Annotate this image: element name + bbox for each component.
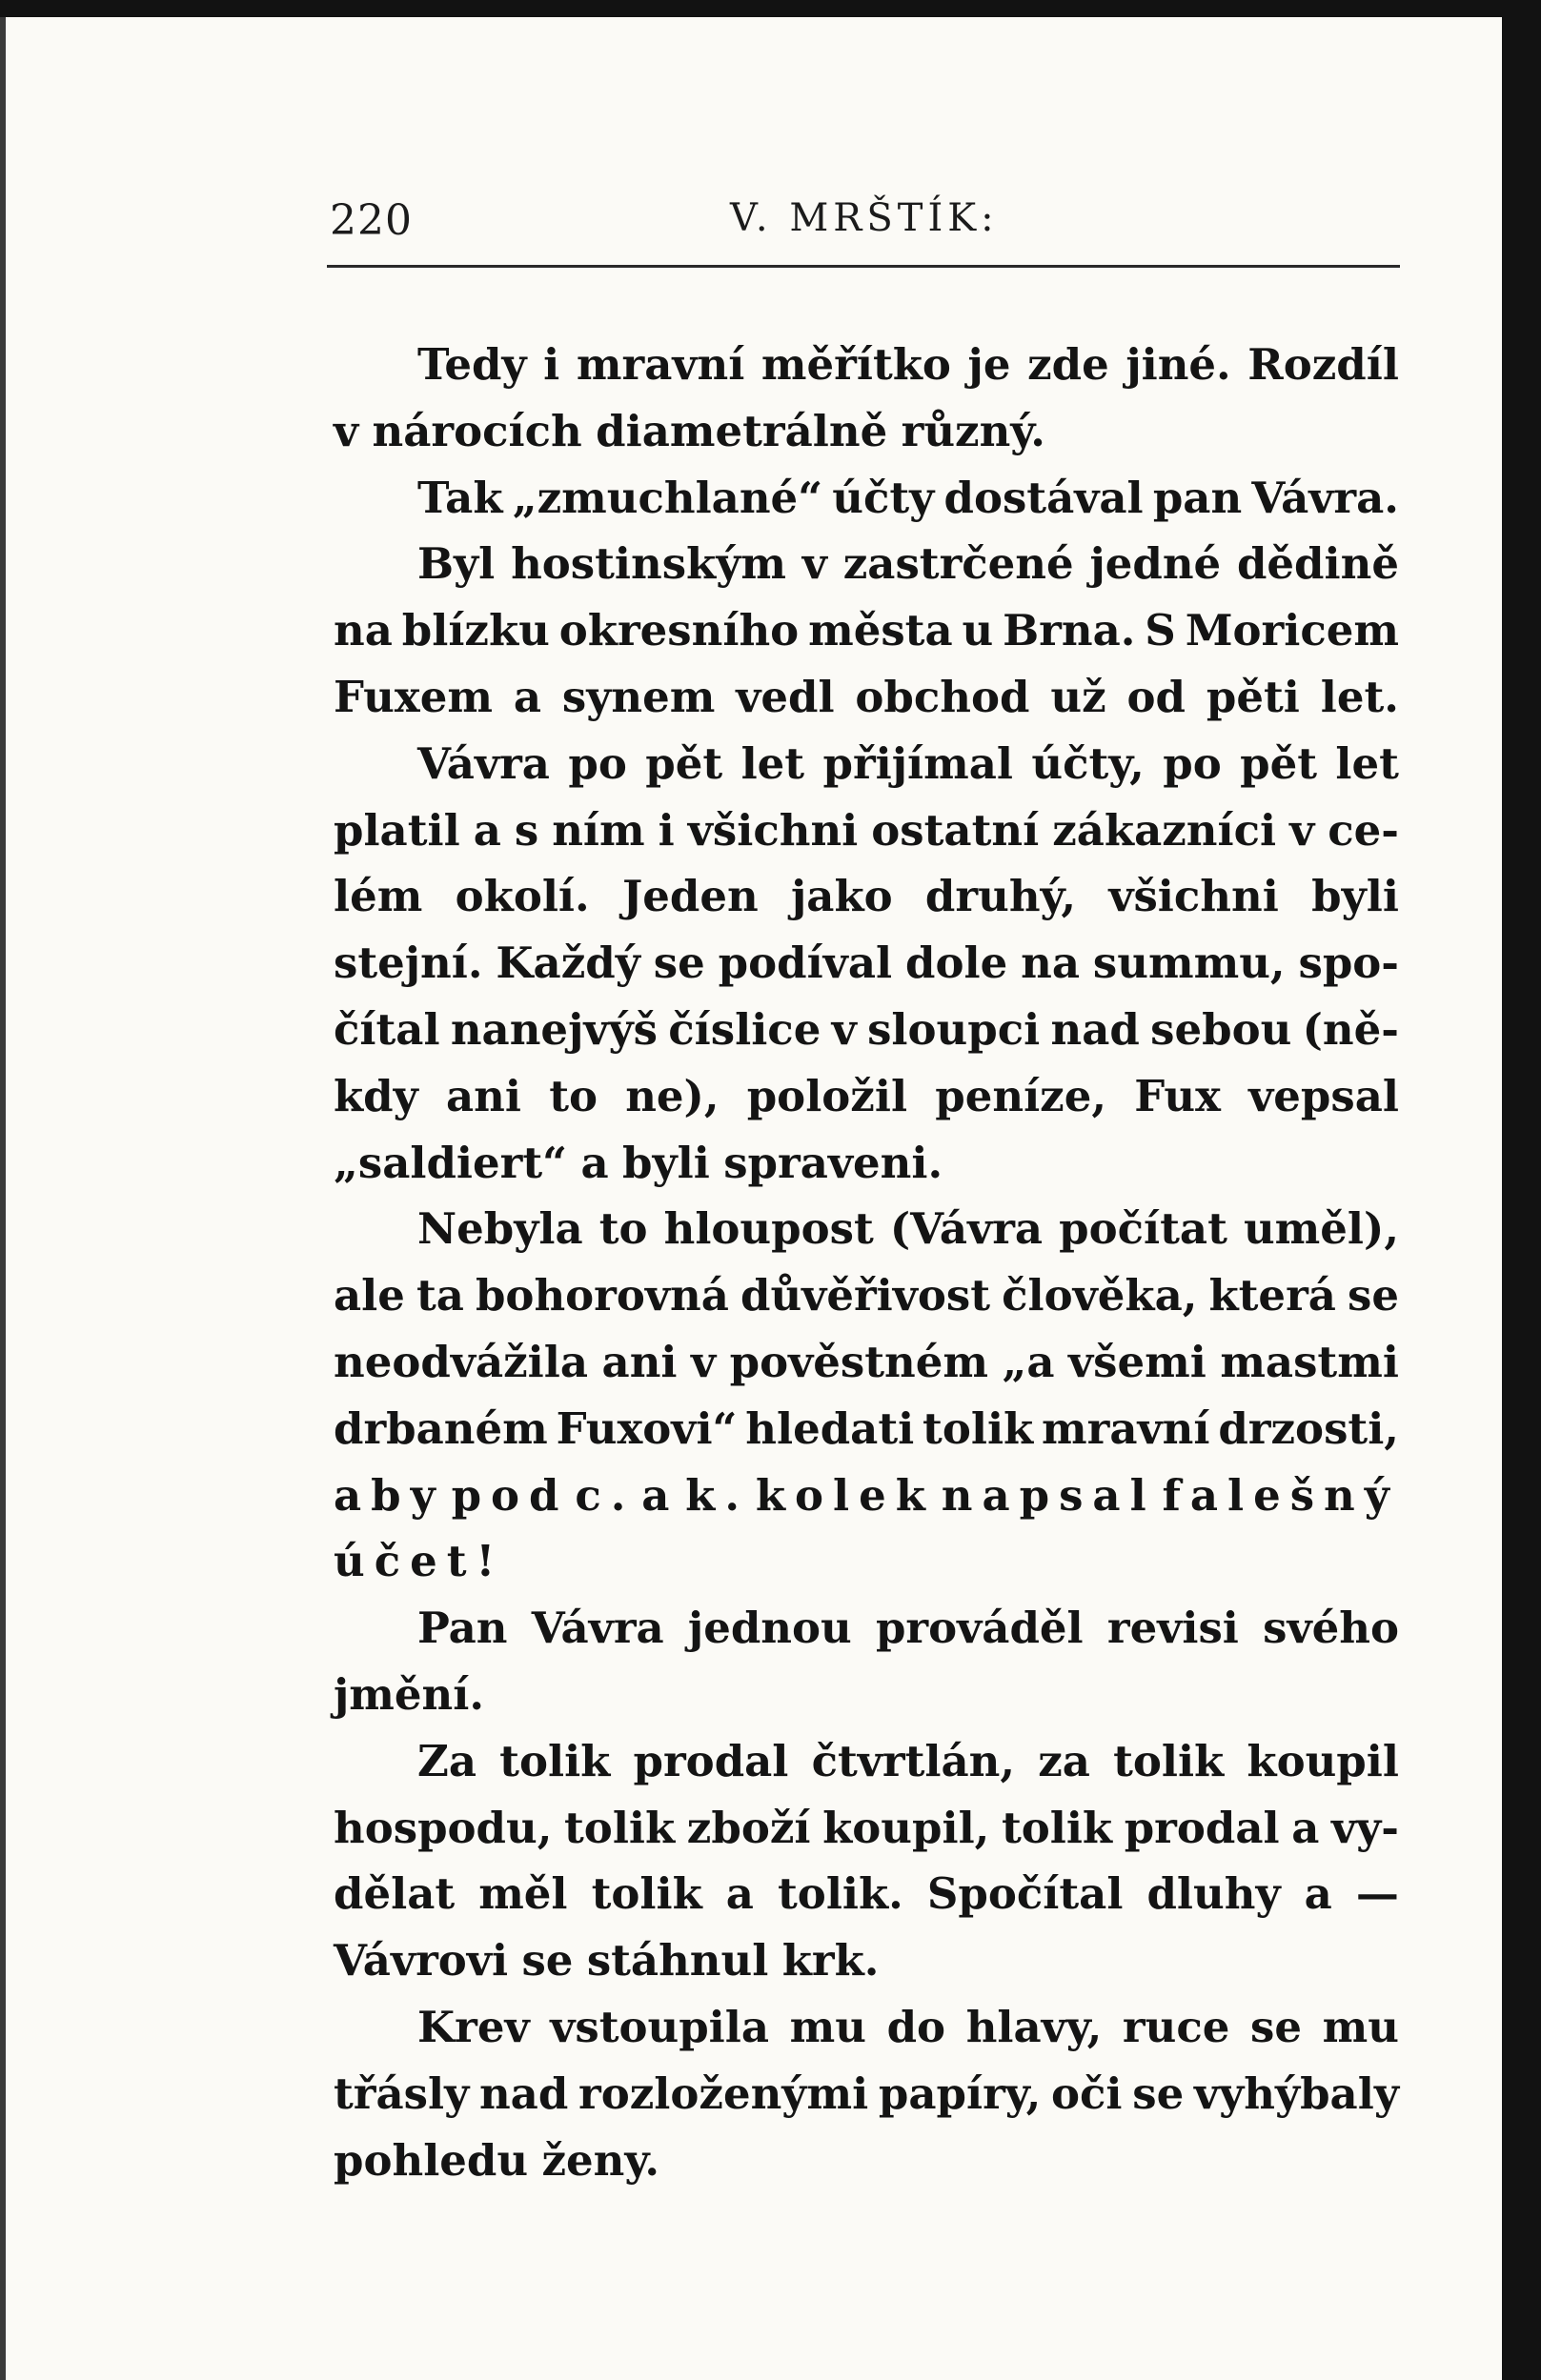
text-line [334, 1196, 1399, 1262]
word: jmění. [334, 1668, 485, 1720]
word: c. [575, 1469, 636, 1521]
word: Každý [496, 938, 640, 989]
word: stáhnul [586, 1935, 769, 1987]
word: ostatní [871, 804, 1040, 856]
word: kdy [334, 1070, 418, 1121]
text-line [334, 2128, 1399, 2194]
word: a [473, 804, 501, 856]
word: důvěřivost [740, 1270, 991, 1321]
word: dělat [334, 1868, 456, 1920]
word: „zmuchlané“ [512, 472, 823, 523]
word: nad [478, 2067, 569, 2119]
word: i [658, 804, 675, 856]
word: krk. [781, 1935, 880, 1987]
word: se [1348, 1270, 1399, 1321]
word: hloupost [663, 1203, 874, 1255]
word: napsal [941, 1469, 1156, 1521]
text-line [334, 1063, 1399, 1130]
word: k. [685, 1469, 750, 1521]
word: hledati [745, 1402, 915, 1454]
word: stejní. [334, 938, 483, 989]
book-page [0, 17, 1502, 2380]
word: zboží [686, 1802, 811, 1853]
text-line [334, 1927, 1399, 1994]
word: drzosti, [1218, 1402, 1399, 1454]
word: v [691, 1336, 717, 1387]
word: diametrálně [596, 405, 888, 456]
word: „saldiert“ [334, 1137, 568, 1188]
text-line [334, 1662, 1399, 1728]
word: která [1208, 1270, 1336, 1321]
word: s [514, 804, 539, 856]
word: lém [334, 871, 423, 922]
word: sloupci [867, 1003, 1041, 1055]
word: tolik [499, 1735, 611, 1786]
word: na [334, 605, 393, 656]
word: ta [416, 1270, 464, 1321]
word: účty, [1031, 737, 1145, 789]
word: tolik [1113, 1735, 1225, 1786]
word: u [962, 605, 994, 656]
word: obchod [855, 671, 1030, 722]
word: hospodu, [334, 1802, 553, 1853]
word: falešný [1162, 1469, 1399, 1521]
word: ne), [625, 1070, 720, 1121]
word: se [1132, 2067, 1185, 2119]
word: podíval [718, 938, 893, 989]
word: prováděl [875, 1603, 1084, 1654]
word: (Vávra [889, 1203, 1044, 1255]
word: prodal [633, 1735, 789, 1786]
text-line [334, 465, 1399, 532]
text-line [334, 1462, 1399, 1529]
word: nanejvýš [450, 1003, 658, 1055]
word: let. [1320, 671, 1399, 722]
word: sebou [1150, 1003, 1292, 1055]
word: ani [446, 1070, 521, 1121]
word: tolik [1001, 1802, 1113, 1853]
word: položil [746, 1070, 908, 1121]
text-line [334, 1795, 1399, 1862]
text-line [334, 731, 1399, 797]
word: dědině [1236, 538, 1399, 590]
word: je [967, 339, 1011, 390]
text-line [334, 1994, 1399, 2061]
word: synem [561, 671, 716, 722]
word: nad [1050, 1003, 1140, 1055]
word: v [831, 1003, 857, 1055]
word: pod [451, 1469, 569, 1521]
header-rule [327, 265, 1400, 268]
word: Moricem [1185, 605, 1399, 656]
word: různý. [901, 405, 1045, 456]
word: zde [1027, 339, 1109, 390]
page-body [334, 332, 1399, 2193]
word: účet! [334, 1536, 505, 1587]
word: na [1021, 938, 1080, 989]
word: člověka, [1002, 1270, 1198, 1321]
word: Pan [417, 1603, 508, 1654]
word: se [653, 938, 705, 989]
word: v [1289, 804, 1315, 856]
word: pět [645, 737, 723, 789]
word: mu [789, 2001, 866, 2052]
word: měl [478, 1868, 568, 1920]
text-line [334, 597, 1399, 664]
word: platil [334, 804, 460, 856]
word: v [801, 538, 827, 590]
word: mravní [1042, 1402, 1210, 1454]
word: Vávrovi [334, 1935, 509, 1987]
text-line [334, 1528, 1399, 1595]
word: spraveni. [723, 1137, 943, 1188]
word: blízku [401, 605, 550, 656]
word: jako [791, 871, 893, 922]
word: měřítko [760, 339, 951, 390]
word: nárocích [372, 405, 582, 456]
word: pěti [1206, 671, 1300, 722]
word: čítal [334, 1003, 440, 1055]
text-line [334, 332, 1399, 398]
word: uměl), [1243, 1203, 1399, 1255]
text-line [334, 1130, 1399, 1197]
word: tolik [564, 1802, 676, 1853]
word: Fux [1134, 1070, 1221, 1121]
word: účty [832, 472, 935, 523]
word: i [543, 339, 560, 390]
word: po [1163, 737, 1222, 789]
word: a [580, 1137, 609, 1188]
word: v [334, 405, 359, 456]
word: Byl [417, 538, 496, 590]
word: Fuxovi“ [556, 1402, 738, 1454]
word: číslice [668, 1003, 821, 1055]
word: neodvážila [334, 1336, 589, 1387]
word: čtvrtlán, [811, 1735, 1016, 1786]
word: let [1335, 737, 1399, 789]
word: vy- [1331, 1802, 1399, 1853]
word: všichni [687, 804, 859, 856]
word: „a [1002, 1336, 1055, 1387]
word: mravní [576, 339, 745, 390]
text-line [334, 2061, 1399, 2128]
word: přijímal [822, 737, 1013, 789]
word: mastmi [1220, 1336, 1399, 1387]
word: — [1355, 1868, 1399, 1920]
word: za [1038, 1735, 1090, 1786]
word: Jeden [621, 871, 759, 922]
text-line [334, 1861, 1399, 1927]
word: Fuxem [334, 671, 493, 722]
word: Krev [417, 2001, 530, 2052]
word: pět [1240, 737, 1318, 789]
word: prodal [1124, 1802, 1280, 1853]
word: peníze, [935, 1070, 1107, 1121]
word: Za [417, 1735, 477, 1786]
text-line [334, 1396, 1399, 1462]
page-number: 220 [330, 196, 413, 245]
word: kolek [755, 1469, 935, 1521]
word: bohorovná [475, 1270, 729, 1321]
word: mu [1322, 2001, 1399, 2052]
word: jiné. [1125, 339, 1231, 390]
word: koupil [1247, 1735, 1399, 1786]
word: a [641, 1469, 679, 1521]
word: papíry, [878, 2067, 1042, 2119]
word: jedné [1089, 538, 1222, 590]
word: tolik. [778, 1868, 903, 1920]
word: Tedy [417, 339, 527, 390]
text-line [334, 398, 1399, 465]
word: a [725, 1868, 754, 1920]
word: dluhy [1146, 1868, 1281, 1920]
word: summu, [1092, 938, 1286, 989]
text-line [334, 797, 1399, 864]
word: byli [1311, 871, 1399, 922]
word: se [521, 1935, 574, 1987]
word: a [1291, 1802, 1320, 1853]
word: revisi [1106, 1603, 1239, 1654]
text-line [334, 1262, 1399, 1329]
word: vedl [736, 671, 835, 722]
word: hlavy, [965, 2001, 1103, 2052]
word: okolí. [455, 871, 590, 922]
word: druhý, [924, 871, 1077, 922]
word: třásly [334, 2067, 470, 2119]
word: všemi [1068, 1336, 1206, 1387]
word: byli [622, 1137, 710, 1188]
text-line [334, 1595, 1399, 1662]
word: ruce [1122, 2001, 1230, 2052]
word: tolik [923, 1402, 1034, 1454]
word: a [513, 671, 541, 722]
word: spo- [1298, 938, 1399, 989]
running-head: V. MRŠTÍK: [730, 196, 999, 240]
word: Vávra. [1251, 472, 1399, 523]
word: oči [1051, 2067, 1123, 2119]
word: pohledu [334, 2134, 529, 2186]
word: ce- [1328, 804, 1399, 856]
word: to [549, 1070, 598, 1121]
word: do [886, 2001, 946, 2052]
word: vyhýbaly [1193, 2067, 1399, 2119]
word: dole [905, 938, 1008, 989]
word: (ně- [1302, 1003, 1399, 1055]
word: Vávra [417, 737, 550, 789]
word: Nebyla [417, 1203, 583, 1255]
word: S [1145, 605, 1176, 656]
word: rozloženými [578, 2067, 869, 2119]
word: ženy. [541, 2134, 660, 2186]
text-line [334, 997, 1399, 1063]
word: let [740, 737, 805, 789]
word: svého [1263, 1603, 1399, 1654]
word: jednou [687, 1603, 852, 1654]
text-line [334, 863, 1399, 930]
word: Vávra [531, 1603, 664, 1654]
word: všichni [1108, 871, 1279, 922]
word: počítat [1059, 1203, 1227, 1255]
text-line [334, 531, 1399, 597]
word: ním [552, 804, 645, 856]
word: okresního [558, 605, 800, 656]
word: hostinským [511, 538, 787, 590]
word: se [1250, 2001, 1302, 2052]
word: ani [601, 1336, 678, 1387]
word: Brna. [1003, 605, 1136, 656]
word: Rozdíl [1247, 339, 1399, 390]
word: vstoupila [550, 2001, 770, 2052]
page-header [330, 187, 1397, 255]
word: od [1126, 671, 1186, 722]
word: drbaném [334, 1402, 548, 1454]
text-line [334, 1329, 1399, 1396]
word: tolik [591, 1868, 702, 1920]
word: zákazníci [1052, 804, 1277, 856]
word: dostával [943, 472, 1144, 523]
word: zastrčené [842, 538, 1074, 590]
text-line [334, 930, 1399, 997]
word: už [1050, 671, 1106, 722]
word: aby [334, 1469, 445, 1521]
word: pan [1152, 472, 1243, 523]
word: města [808, 605, 953, 656]
word: to [598, 1203, 648, 1255]
word: Spočítal [926, 1868, 1124, 1920]
word: ale [334, 1270, 405, 1321]
word: koupil, [822, 1802, 990, 1853]
word: pověstném [729, 1336, 988, 1387]
word: a [1304, 1868, 1332, 1920]
word: po [568, 737, 627, 789]
word: Tak [417, 472, 503, 523]
text-line [334, 1728, 1399, 1795]
text-line [334, 664, 1399, 731]
word: vepsal [1248, 1070, 1399, 1121]
